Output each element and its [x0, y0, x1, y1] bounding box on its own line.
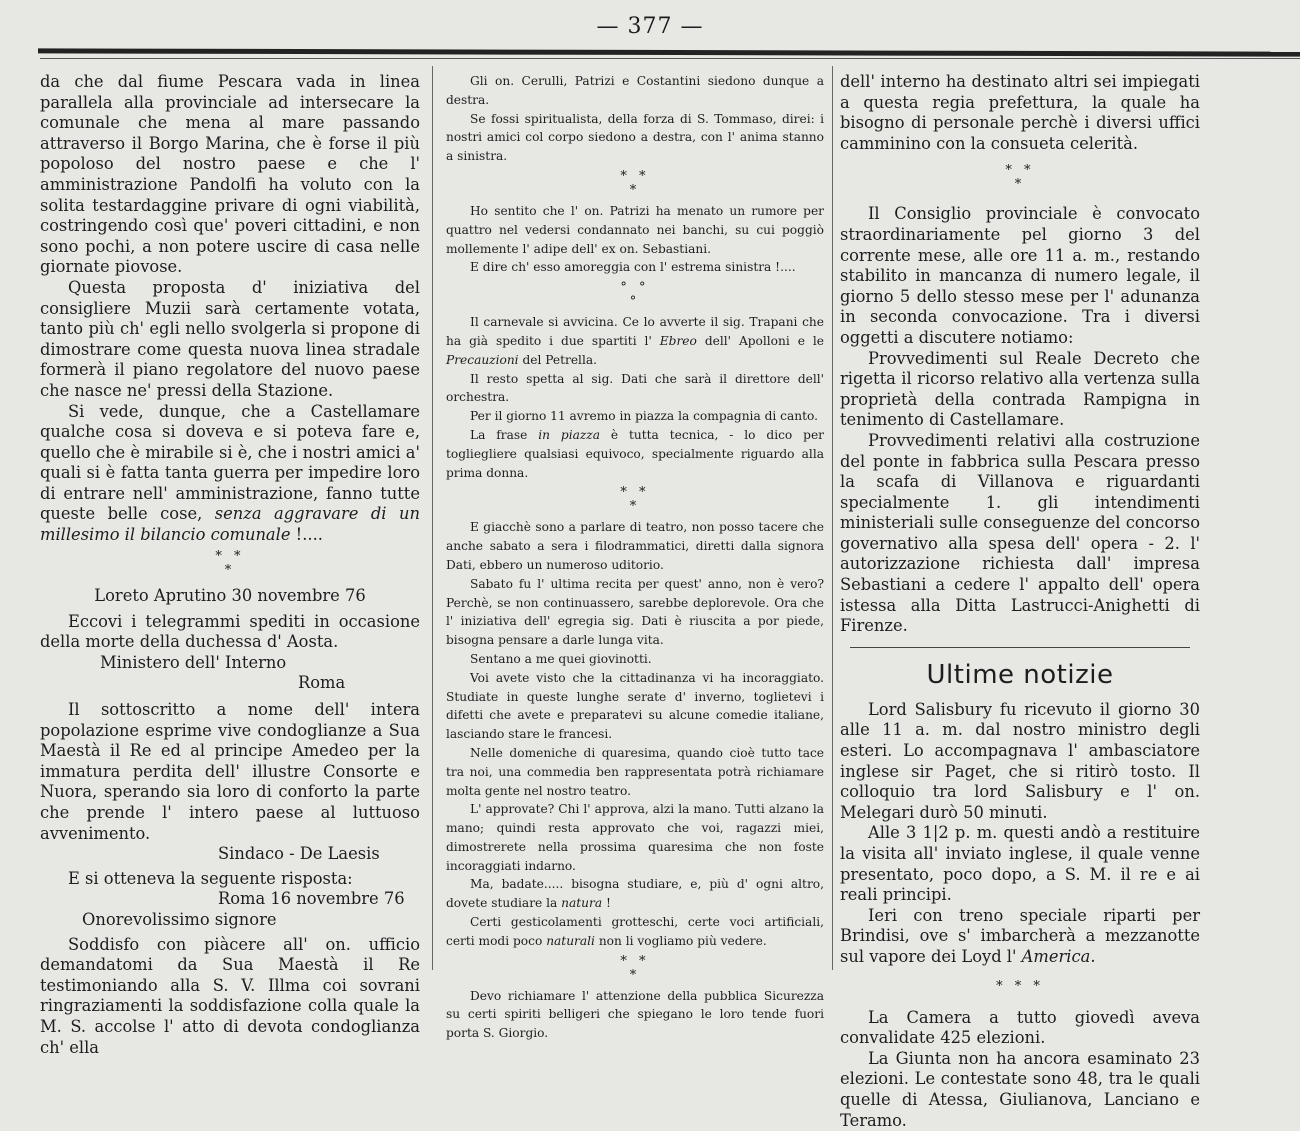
- paragraph: Alle 3 1|2 p. m. questi andò a restituire la visita all' inviato inglese, il quale venne presentato, poco dopo, a S. M. il re e ai reali principi.: [840, 823, 1200, 905]
- paragraph: Per il giorno 11 avremo in piazza la compagnia di canto.: [470, 409, 818, 424]
- paragraph: Il resto spetta al sig. Dati che sarà il direttore dell' orchestra.: [446, 371, 824, 405]
- paragraph: Il Consiglio provinciale è convocato straordinariamente pel giorno 3 del corrente mese, alle ore 11 a. m., restando stabilito in mancanza di numero legale, il giorno 5 dello stesso mese per l' adunanza in seconda convocazione. Tra i diversi oggetti a discutere notiamo:: [840, 204, 1200, 347]
- paragraph: Ieri con treno speciale riparti per Brindisi, ove s' imbarcherà a mezzanotte sul vapore dei Loyd l' America.: [840, 905, 1200, 966]
- paragraph: Lord Salisbury fu ricevuto il giorno 30 alle 11 a. m. dal nostro ministro degli esteri. Lo accompagnava l' ambasciatore inglese sir Paget, che si ritirò tosto. Il colloquio tra lord Salisbury e l' on. Melegari durò 50 minuti.: [840, 699, 1200, 822]
- paragraph: Ma, badate..... bisogna studiare, e, più d' ogni altro, dovete studiare la natura !: [446, 877, 824, 911]
- paragraph: Certi gesticolamenti grotteschi, certe voci artificiali, certi modi poco naturali non li vogliamo più vedere.: [446, 915, 824, 948]
- paragraph: Provvedimenti sul Reale Decreto che rigetta il ricorso relativo alla vertenza sulla proprietà della contrada Rampigna in tenimento di Castellamare.: [840, 348, 1200, 430]
- column-left: [40, 72, 420, 1057]
- column-divider: [432, 66, 433, 970]
- paragraph: La frase in piazza è tutta tecnica, - lo dico per toglieglierе qualsiasi equivoco, specialmente riguardo alla prima donna.: [446, 427, 825, 480]
- paragraph: Se fossi spiritualista, della forza di S. Tommaso, direi: i nostri amici col corpo siedono a destra, con l' anima stanno a sinistra.: [446, 111, 824, 164]
- paragraph: Il sottoscritto a nome dell' intera popolazione esprime vive condoglianze a Sua Maestà il Re ed al principe Amedeo per la immatura perdita dell' illustre Consorte e Nuora, sperando sia loro di conforto la parte che prende l' intero paese al luttuoso avvenimento.: [40, 700, 420, 843]
- paragraph: Sentano a me quei giovinotti.: [470, 651, 652, 666]
- header-rule-thin: [40, 58, 1300, 59]
- section-separator: * * *: [620, 485, 650, 515]
- section-separator: ° ° °: [620, 280, 650, 310]
- section-heading: Ultime notizie: [926, 659, 1114, 690]
- paragraph: Soddisfo con piàcere all' on. ufficio demandatomi da Sua Maestà il Re testimoniando alla S. V. Illma coi sovrani ringraziamenti la soddisfazione colla quale la M. S. accolse l' atto di devota condoglianza ch' ella: [40, 934, 420, 1057]
- section-separator: * * *: [215, 548, 245, 578]
- paragraph: Provvedimenti relativi alla costruzione del ponte in fabbrica sulla Pescara presso la scafa di Villanova e riguardanti specialmente 1. gli intendimenti ministeriali sulle conseguenze del concorso governativo alla spesa dell' opera - 2. l' autorizzazione richiesta dall' impresa Sebastiani a cedere l' appalto dell' opera istessa alla Ditta Lastrucci-Anighetti di Firenze.: [840, 430, 1200, 636]
- section-separator: * * *: [620, 168, 650, 198]
- paragraph: La Camera a tutto giovedì aveva convalidate 425 elezioni.: [840, 1007, 1200, 1048]
- paragraph: La Giunta non ha ancora esaminato 23 elezioni. Le contestate sono 48, tra le quali quelle di Atessa, Giulianova, Lanciano e Teramo.: [840, 1048, 1200, 1130]
- paragraph: Il carnevale si avvicina. Ce lo avverte il sig. Trapani che ha già spedito i due spartiti l' Ebreo dell' Apolloni e le Precauzioni del Petrella.: [446, 315, 825, 367]
- paragraph: Voi avete visto che la cittadinanza vi ha incoraggiato. Studiate in queste lunghe serate d' inverno, toglietevi i difetti che avete e preparatevi su alcune comedie italiane, lasciando stare le francesi.: [446, 670, 824, 742]
- paragraph: Nelle domeniche di quaresima, quando cioè tutto tace tra noi, una commedia ben rappresentata potrà richiamare molta gente nel nostro teatro.: [446, 745, 824, 798]
- section-separator: * * *: [996, 978, 1044, 994]
- paragraph: E dire ch' esso amoreggia con l' estrema sinistra !....: [470, 260, 796, 275]
- column-middle: [446, 72, 825, 1041]
- paragraph: da che dal fiume Pescara vada in linea parallela alla provinciale ad intersecare la comunale che mena al mare passando attraverso il Borgo Marina, che è forse il più popoloso del nostro paese e che l' amministrazione Pandolfi ha voluto con la solita testardaggine privare di ogni viabilità, costringendo così que' poveri cittadini, e non sono pochi, a non potere uscire di casa nelle giornate piovose.: [40, 72, 420, 277]
- page-number: — 377 —: [596, 14, 704, 39]
- paragraph: E si otteneva la seguente risposta:: [68, 868, 353, 888]
- paragraph: Devo richiamare l' attenzione della pubblica Sicurezza su certi spiriti belligeri che spiegano le loro tende fuori porta S. Giorgio.: [446, 988, 824, 1041]
- telegram-place: Roma: [298, 673, 346, 693]
- paragraph: Si vede, dunque, che a Castellamare qualche cosa si doveva e si poteva fare e, quello che è mirabile si è, che i nostri amici a' quali si è fatta tanta guerra per impedire loro di entrare nell' amministrazione, fanno tutte queste belle cose, senza aggravare di un millesimo il bilancio comunale !....: [40, 401, 420, 545]
- header-rule: [38, 48, 1300, 56]
- column-divider: [832, 66, 833, 970]
- dateline: Roma 16 novembre 76: [218, 889, 405, 909]
- paragraph: L' approvate? Chi l' approva, alzi la mano. Tutti alzano la mano; quindi resta approvato che voi, ragazzi miei, dimostrerete nella prossima quaresima che non foste incoraggiati indarno.: [446, 802, 824, 873]
- dateline: Loreto Aprutino 30 novembre 76: [94, 585, 366, 605]
- paragraph: Eccovi i telegrammi spediti in occasione della morte della duchessa d' Aosta.: [40, 611, 420, 652]
- section-rule: [850, 647, 1190, 648]
- column-right: [840, 72, 1200, 1130]
- paragraph: dell' interno ha destinato altri sei impiegati a questa regia prefettura, la quale ha bisogno di personale perchè i diversi uffici camminino con la consueta celerità.: [840, 72, 1200, 153]
- paragraph: Sabato fu l' ultima recita per quest' anno, non è vero? Perchè, se non continuassero, sarebbe deplorevole. Ora che l' iniziativa dell' egregia sig. Dati è riuscita a por piede, bisogna pensare a darle lunga vita.: [446, 576, 824, 648]
- paragraph: E giacchè sono a parlare di teatro, non posso tacere che anche sabato a sera i filodrammatici, diretti dalla signora Dati, ebbero un numeroso uditorio.: [446, 520, 824, 572]
- signature: Sindaco - De Laesis: [218, 844, 380, 864]
- paragraph: Questa proposta d' iniziativa del consigliere Muzii sarà certamente votata, tanto più ch' egli nello svolgerla si propone di dimostrare come questa nuova linea stradale formerà il piano regolatore del nuovo paese che nasce ne' pressi della Stazione.: [40, 277, 420, 400]
- section-separator: * * *: [1005, 163, 1035, 193]
- paragraph: Ho sentito che l' on. Patrizi ha menato un rumore per quattro nel vedersi condannato nei banchi, su cui poggiò mollemente l' adipe dell' ex on. Sebastiani.: [446, 203, 824, 256]
- telegram-heading: Ministero dell' Interno: [100, 652, 287, 672]
- paragraph: Gli on. Cerulli, Patrizi e Costantini siedono dunque a destra.: [446, 74, 824, 107]
- section-separator: * * *: [620, 953, 650, 983]
- salutation: Onorevolissimo signore: [82, 909, 277, 929]
